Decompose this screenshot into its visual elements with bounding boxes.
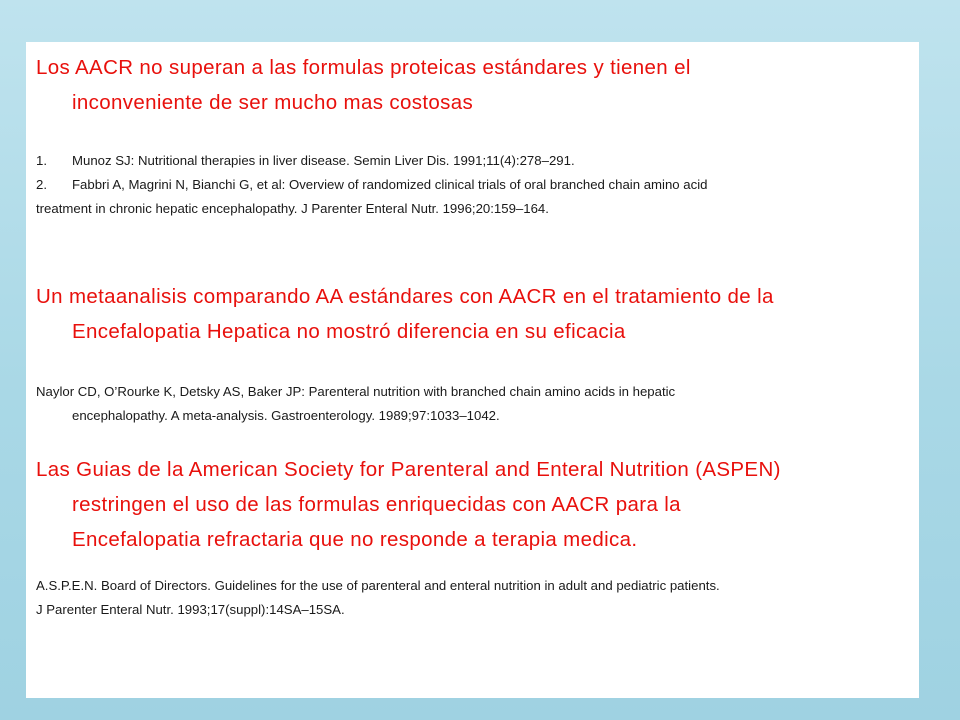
reference-text: Munoz SJ: Nutritional therapies in liver disease. Semin Liver Dis. 1991;11(4):278–291. — [72, 153, 575, 168]
reference-text: A.S.P.E.N. Board of Directors. Guidelines for the use of parenteral and enteral nutrition in adult and pediatric patients. — [36, 578, 720, 593]
reference-naylor — [36, 380, 675, 428]
statement-line: inconveniente de ser mucho mas costosas — [72, 91, 474, 114]
statement-line: Encefalopatia refractaria que no responde a terapia medica. — [72, 528, 638, 551]
statement-line: Las Guias de la American Society for Parenteral and Enteral Nutrition (ASPEN) — [36, 458, 781, 481]
statement-line: restringen el uso de las formulas enriquecidas con AACR para la — [72, 493, 681, 516]
reference-number: 2. — [36, 177, 47, 192]
statement-line: Encefalopatia Hepatica no mostró diferencia en su eficacia — [72, 320, 626, 343]
reference-text: Fabbri A, Magrini N, Bianchi G, et al: Overview of randomized clinical trials of oral branched chain amino acid — [72, 177, 708, 192]
references-list-1 — [36, 149, 708, 221]
reference-number: 1. — [36, 153, 47, 168]
slide-content — [26, 42, 919, 698]
reference-item — [36, 173, 708, 197]
reference-text-continued: treatment in chronic hepatic encephalopathy. J Parenter Enteral Nutr. 1996;20:159–164. — [36, 201, 549, 216]
statement-aspen — [36, 452, 781, 557]
statement-line: Los AACR no superan a las formulas proteicas estándares y tienen el — [36, 56, 691, 79]
reference-text-continued: J Parenter Enteral Nutr. 1993;17(suppl):14SA–15SA. — [36, 602, 345, 617]
reference-text: Naylor CD, O’Rourke K, Detsky AS, Baker JP: Parenteral nutrition with branched chain amino acids in hepatic — [36, 384, 676, 399]
reference-item — [36, 149, 708, 173]
reference-text-continued: encephalopathy. A meta-analysis. Gastroenterology. 1989;97:1033–1042. — [72, 408, 500, 423]
statement-cost — [36, 50, 691, 120]
statement-metaanalysis — [36, 279, 774, 349]
statement-line: Un metaanalisis comparando AA estándares con AACR en el tratamiento de la — [36, 285, 774, 308]
reference-aspen — [36, 574, 720, 622]
